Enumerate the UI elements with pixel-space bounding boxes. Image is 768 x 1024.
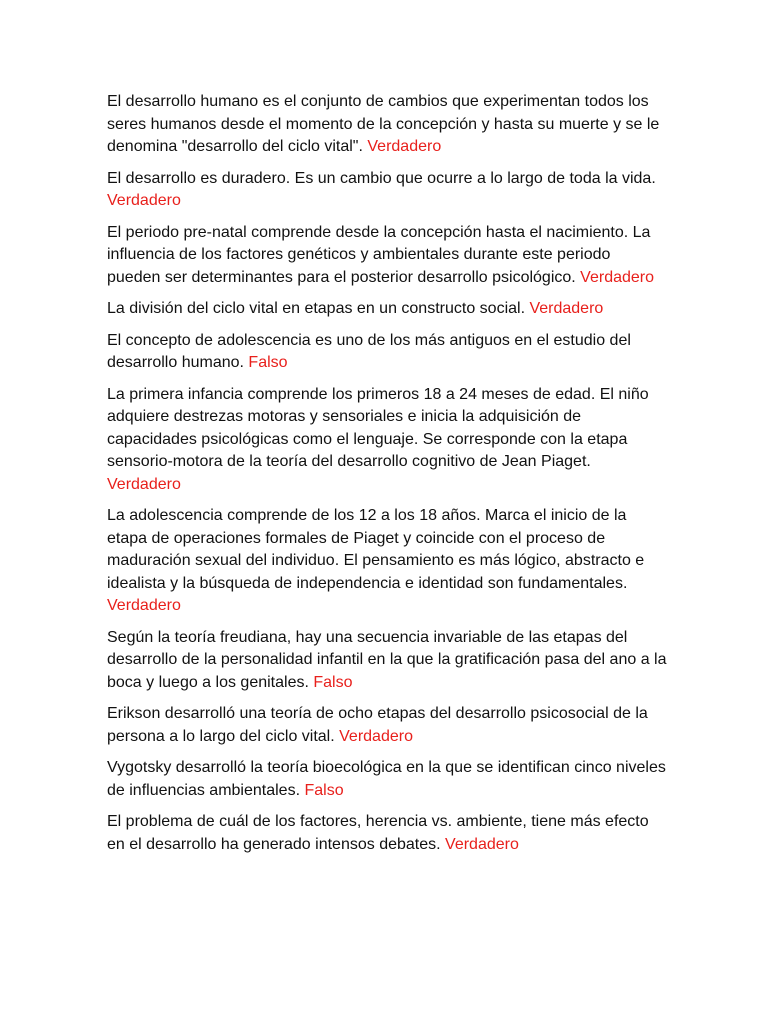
answer-label: Falso [304,781,344,799]
statement-text: El concepto de adolescencia es uno de los más antiguos en el estudio del desarrollo humano. [107,331,631,371]
statement-paragraph [107,222,667,290]
answer-label: Verdadero [339,727,413,745]
statement-text: Según la teoría freudiana, hay una secuencia invariable de las etapas del desarrollo de la personalidad infantil en la que la gratificación pasa del ano a la boca y luego a los genitales. [107,628,667,691]
statement-text: El problema de cuál de los factores, herencia vs. ambiente, tiene más efecto en el desarrollo ha generado intensos debates. [107,813,649,853]
statement-text: La división del ciclo vital en etapas en un constructo social. [107,300,526,317]
statement-text: La adolescencia comprende de los 12 a los 18 años. Marca el inicio de la etapa de operaciones formales de Piaget y coincide con el proceso de maduración sexual del individuo. El pensamiento es más lógico, abstracto e idealista y la búsqueda de independencia e identidad son fundamentales. [107,507,645,592]
answer-label: Verdadero [107,597,181,614]
statement-text: El desarrollo humano es el conjunto de cambios que experimentan todos los seres humanos desde el momento de la concepción y hasta su muerte y se le denomina "desarrollo del ciclo vital". [107,93,660,155]
answer-label: Verdadero [107,192,181,209]
statement-text: Vygotsky desarrolló la teoría bioecológica en la que se identifican cinco niveles de influencias ambientales. [107,759,666,799]
statement-paragraph [107,703,667,748]
answer-label: Verdadero [367,138,442,155]
statement-paragraph [107,757,667,802]
statement-text: La primera infancia comprende los primeros 18 a 24 meses de edad. El niño adquiere destrezas motoras y sensoriales e inicia la adquisición de capacidades psicológicas como el lenguaje. Se corresponde con la etapa sensorio-motora de la teoría del desarrollo cognitivo de Jean Piaget. [107,385,649,470]
answer-label: Verdadero [529,300,604,317]
answer-label: Falso [248,354,288,371]
answer-label: Verdadero [445,835,519,853]
statement-paragraph [107,627,667,695]
statement-paragraph [107,330,667,375]
statement-paragraph [107,384,667,497]
statement-paragraph [107,811,667,856]
answer-label: Falso [313,673,353,691]
document-page [107,91,667,865]
statement-paragraph [107,168,667,213]
statement-text: Erikson desarrolló una teoría de ocho etapas del desarrollo psicosocial de la persona a lo largo del ciclo vital. [107,705,648,745]
answer-label: Verdadero [580,268,655,286]
answer-label: Verdadero [107,475,181,493]
statement-text: El desarrollo es duradero. Es un cambio que ocurre a lo largo de toda la vida. [107,169,656,187]
statement-paragraph [107,505,667,618]
statement-paragraph [107,91,667,159]
statement-text: El periodo pre-natal comprende desde la concepción hasta el nacimiento. La influencia de los factores genéticos y ambientales durante este periodo pueden ser determinantes para el posterior desarrollo psicológico. [107,223,651,286]
statement-paragraph [107,298,667,321]
